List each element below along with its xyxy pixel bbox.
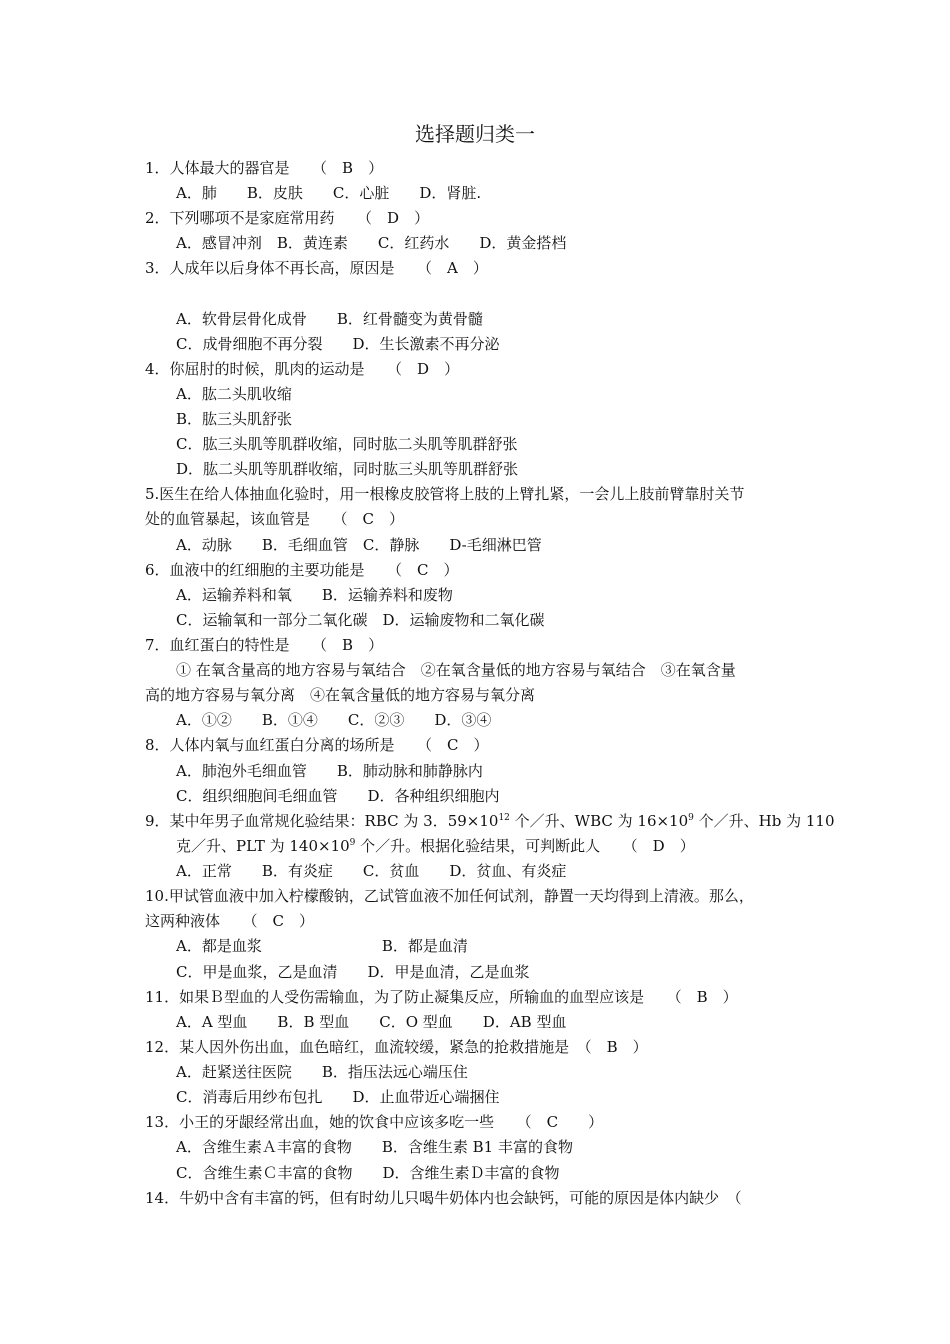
question-3: 3．人成年以后身体不再长高，原因是 （ A ）	[145, 259, 488, 277]
question-6-options-ab: A．运输养料和氧 B．运输养料和废物	[176, 586, 453, 604]
question-13: 13．小王的牙龈经常出血，她的饮食中应该多吃一些 （ C ）	[145, 1113, 604, 1131]
question-2: 2．下列哪项不是家庭常用药 （ D ）	[145, 209, 430, 227]
question-4-option-b: B．肱三头肌舒张	[176, 410, 293, 428]
question-14: 14．牛奶中含有丰富的钙，但有时幼儿只喝牛奶体内也会缺钙，可能的原因是体内缺少 （	[145, 1189, 742, 1207]
question-3-options-cd: C．成骨细胞不再分裂 D．生长激素不再分泌	[176, 335, 500, 353]
question-4-option-a: A．肱二头肌收缩	[176, 385, 292, 403]
question-9: 9．某中年男子血常规化验结果：RBC 为 3．$59\times 10^{12}$ 个／升、WBC 为 $16\times 10^9$ 个／升、Hb 为 110	[145, 812, 835, 830]
question-10-cont: 这两种液体 （ C ）	[145, 912, 314, 930]
question-10: 10.甲试管血液中加入柠檬酸钠，乙试管血液不加任何试剂，静置一天均得到上清液。那么，	[145, 887, 754, 905]
question-10-options-ab: A．都是血浆 B．都是血清	[176, 937, 468, 955]
question-8: 8．人体内氧与血红蛋白分离的场所是 （ C ）	[145, 736, 489, 754]
question-2-options: A．感冒冲剂 B．黄连素 C．红药水 D．黄金搭档	[176, 234, 567, 252]
question-9-options: A．正常 B．有炎症 C．贫血 D．贫血、有炎症	[176, 862, 567, 880]
question-6-options-cd: C．运输氧和一部分二氧化碳 D．运输废物和二氧化碳	[176, 611, 545, 629]
question-3-options-ab: A．软骨层骨化成骨 B．红骨髓变为黄骨髓	[176, 310, 483, 328]
question-7-statements: ① 在氧含量高的地方容易与氧结合 ②在氧含量低的地方容易与氧结合 ③在氧含量	[176, 661, 736, 679]
page-title: 选择题归类一	[415, 122, 535, 146]
question-11: 11．如果Ｂ型血的人受伤需输血，为了防止凝集反应，所输血的血型应该是 （ B ）	[145, 988, 738, 1006]
question-5: 5.医生在给人体抽血化验时，用一根橡皮胶管将上肢的上臂扎紧，一会儿上肢前臂靠肘关节	[145, 485, 745, 503]
question-1-options: A．肺 B．皮肤 C．心脏 D．肾脏.	[176, 184, 482, 202]
question-8-options-ab: A．肺泡外毛细血管 B．肺动脉和肺静脉内	[176, 762, 483, 780]
question-9-cont: 克／升、PLT 为 $140\times 10^9$ 个／升。根据化验结果，可判断此人 （ D ）	[176, 837, 695, 855]
question-7: 7．血红蛋白的特性是 （ B ）	[145, 636, 384, 654]
question-6: 6．血液中的红细胞的主要功能是 （ C ）	[145, 561, 459, 579]
question-7-statements-cont: 高的地方容易与氧分离 ④在氧含量低的地方容易与氧分离	[145, 686, 536, 704]
question-5-cont: 处的血管暴起，该血管是 （ C ）	[145, 510, 404, 528]
question-4: 4．你屈肘的时候，肌肉的运动是 （ D ）	[145, 360, 460, 378]
question-12: 12．某人因外伤出血，血色暗红，血流较缓，紧急的抢救措施是 （ B ）	[145, 1038, 648, 1056]
question-10-options-cd: C．甲是血浆，乙是血清 D．甲是血清，乙是血浆	[176, 963, 530, 981]
question-7-options: A．①② B．①④ C．②③ D．③④	[176, 711, 492, 729]
question-5-options: A．动脉 B．毛细血管 C．静脉 D-毛细淋巴管	[176, 536, 542, 554]
question-12-options-cd: C．消毒后用纱布包扎 D．止血带近心端捆住	[176, 1088, 500, 1106]
question-11-options: A．A 型血 B．B 型血 C．O 型血 D．AB 型血	[176, 1013, 567, 1031]
question-4-option-d: D．肱二头肌等肌群收缩，同时肱三头肌等肌群舒张	[176, 460, 519, 478]
question-13-options-cd: C．含维生素Ｃ丰富的食物 D．含维生素Ｄ丰富的食物	[176, 1164, 560, 1182]
question-8-options-cd: C．组织细胞间毛细血管 D．各种组织细胞内	[176, 787, 500, 805]
question-4-option-c: C．肱三头肌等肌群收缩，同时肱二头肌等肌群舒张	[176, 435, 518, 453]
question-13-options-ab: A．含维生素Ａ丰富的食物 B．含维生素 B1 丰富的食物	[176, 1138, 573, 1156]
question-12-options-ab: A．赶紧送往医院 B．指压法远心端压住	[176, 1063, 468, 1081]
question-1: 1．人体最大的器官是 （ B ）	[145, 159, 384, 177]
